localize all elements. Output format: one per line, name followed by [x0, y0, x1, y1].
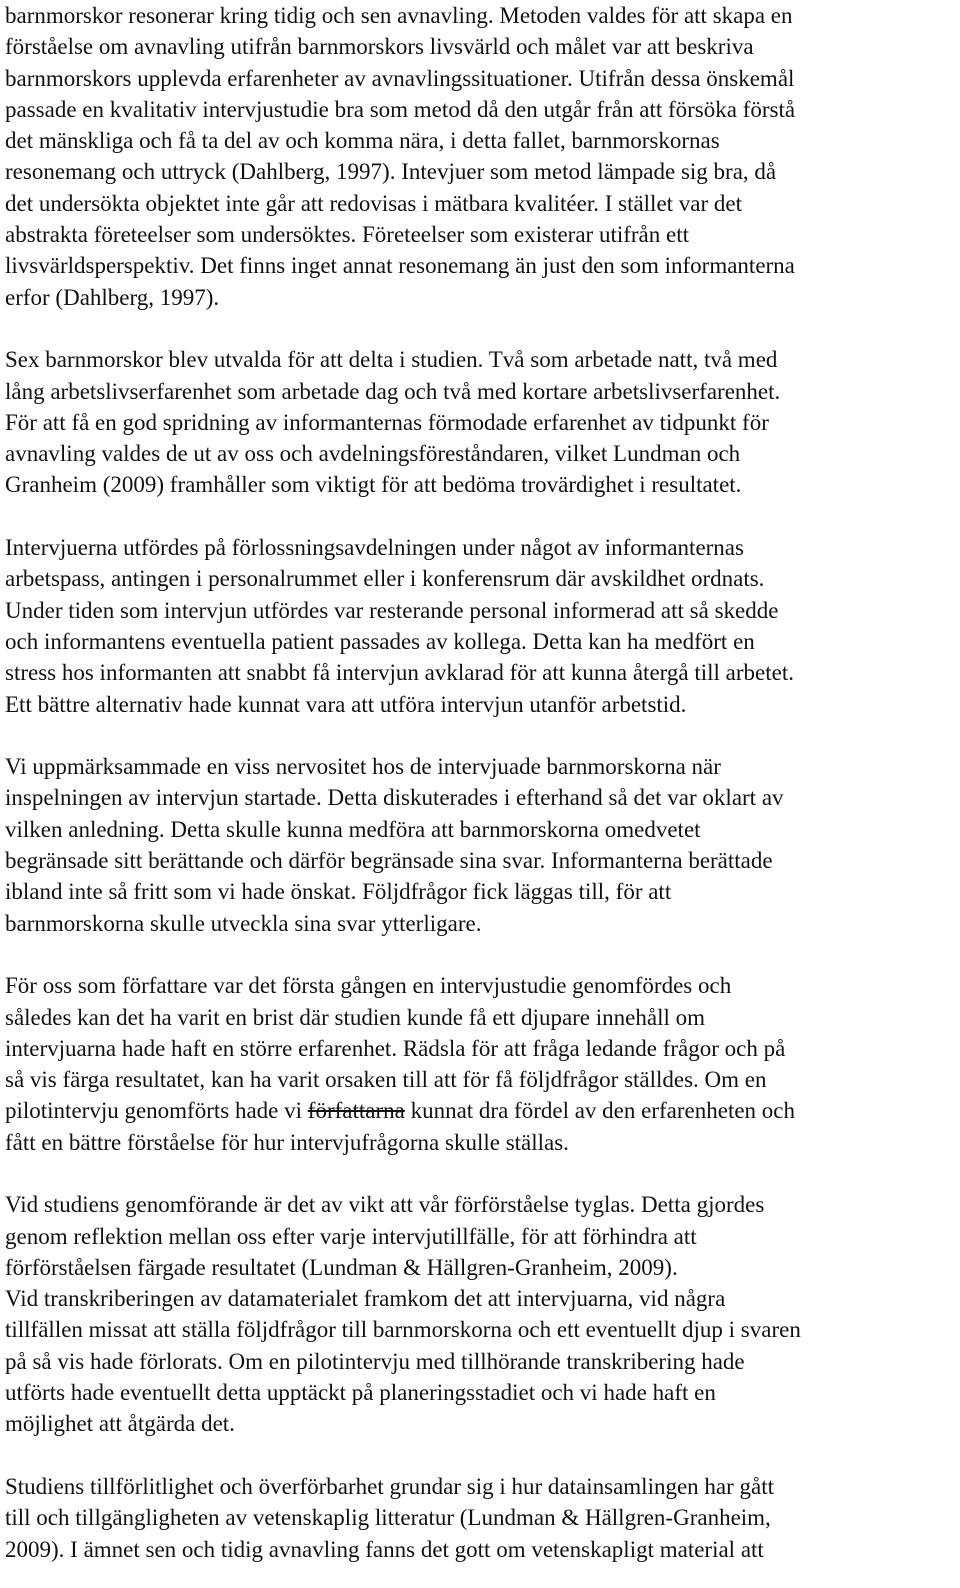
paragraph-nervousness: Vi uppmärksammade en viss nervositet hos de intervjuade barnmorskorna när inspelningen av intervjun startade. Detta diskuterades i efterhand så det var oklart av vilken anledning. Detta skulle kunna medföra att barnmorskorna omedvetet begränsade sitt berättande och därför begränsade sina svar. Informanterna berättade ibland inte så fritt som vi hade önskat. Följdfrågor fick läggas till, för att barnmorskorna skulle utveckla sina svar ytterligare. [5, 754, 784, 936]
paragraph-gap [5, 313, 952, 344]
paragraph-gap [5, 1440, 952, 1471]
paragraph-gap [5, 720, 952, 751]
paragraph-interviews: Intervjuerna utfördes på förlossningsavdelningen under något av informanternas arbetspass, antingen i personalrummet eller i konferensrum där avskildhet ordnats. Under tiden som intervjun utfördes var resterande personal informerad att så skedde och informantens eventuella patient passades av kollega. Detta kan ha medfört en stress hos informanten att snabbt få intervjun avklarad för att kunna återgå till arbetet. Ett bättre alternativ hade kunnat vara att utföra intervjun utanför arbetstid. [5, 535, 794, 717]
paragraph-trustworthiness: Studiens tillförlitlighet och överförbarhet grundar sig i hur datainsamlingen har gått till och tillgängligheten av vetenskaplig litteratur (Lundman & Hällgren-Granheim, 2009). I ämnet sen och tidig avnavling fanns det gott om vetenskapligt material att [5, 1473, 775, 1562]
paragraph-method: barnmorskor resonerar kring tidig och sen avnavling. Metoden valdes för att skapa en förståelse om avnavling utifrån barnmorskors livsvärld och målet var att beskriva barnmorskors upplevda erfarenheter av avnavlingssituationer. Utifrån dessa önskemål passade en kvalitativ intervjustudie bra som metod då den utgår från att försöka förstå det mänskliga och få ta del av och komma nära, i detta fallet, barnmorskornas resonemang och uttryck (Dahlberg, 1997). Intevjuer som metod lämpade sig bra, då det undersökta objektet inte går att redovisas i mätbara kvalitéer. I stället var det abstrakta företeelser som undersöktes. Företeelser som existerar utifrån ett livsvärldsperspektiv. Det finns inget annat resonemang än just den som informanterna erfor (Dahlberg, 1997). [5, 3, 796, 310]
paragraph-gap [5, 1158, 952, 1189]
struck-through-word: författarna [307, 1098, 405, 1124]
paragraph-gap [5, 501, 952, 532]
paragraph-experience [5, 970, 952, 1158]
paragraph-selection: Sex barnmorskor blev utvalda för att delta i studien. Två som arbetade natt, två med lång arbetslivserfarenhet som arbetade dag och två med kortare arbetslivserfarenhet. För att få en god spridning av informanternas förmodade erfarenhet av tidpunkt för avnavling valdes de ut av oss och avdelningsföreståndaren, vilket Lundman och Granheim (2009) framhåller som viktigt för att bedöma trovärdighet i resultatet. [5, 347, 781, 498]
paragraph-gap [5, 939, 952, 970]
paragraph-experience-text-end: kunnat dra fördel av den erfarenheten och fått en bättre förståelse för hur intervjufrågorna skulle ställas. [5, 1098, 795, 1155]
paragraph-experience-text-start: För oss som författare var det första gången en intervjustudie genomfördes och således kan det ha varit en brist där studien kunde få ett djupare innehåll om intervjuarna hade haft en större erfarenhet. Rädsla för att fråga ledande frågor och på så vis färga resultatet, kan ha varit orsaken till att för få följdfrågor ställdes. Om en pilotintervju genomförts hade vi [5, 973, 786, 1124]
paragraph-preunderstanding: Vid studiens genomförande är det av vikt att vår förförståelse tyglas. Detta gjordes genom reflektion mellan oss efter varje intervjutillfälle, för att förhindra att förförståelsen färgade resultatet (Lundman & Hällgren-Granheim, 2009). Vid transkriberingen av datamaterialet framkom det att intervjuarna, vid några tillfällen missat att ställa följdfrågor till barnmorskorna och ett eventuellt djup i svaren på så vis hade förlorats. Om en pilotintervju med tillhörande transkribering hade utförts hade eventuellt detta upptäckt på planeringsstadiet och vi hade haft en möjlighet att åtgärda det. [5, 1192, 801, 1437]
